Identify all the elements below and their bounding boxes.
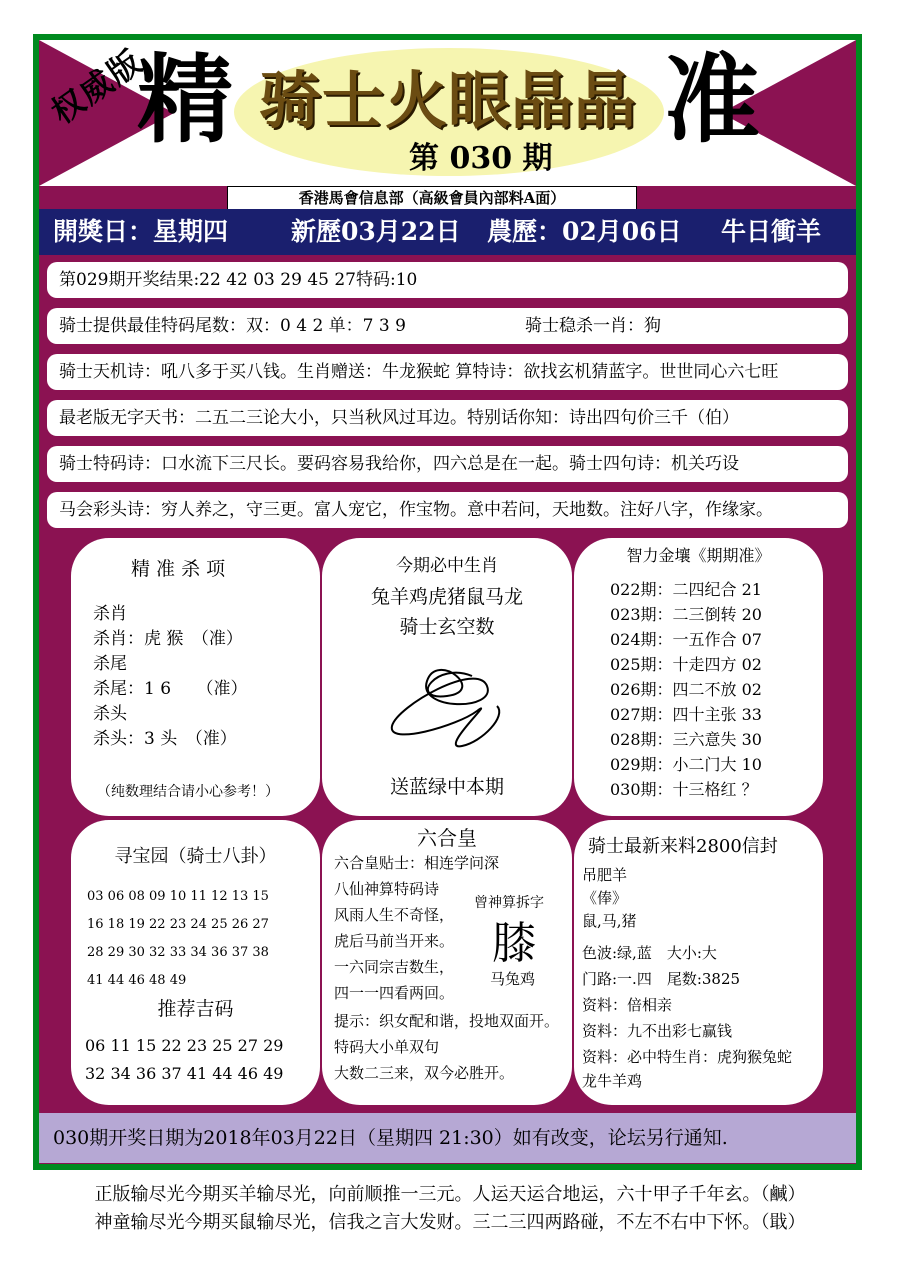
info-row: [47, 492, 848, 528]
latest-line: 鼠,马,猪: [582, 912, 637, 930]
poem-line: 风雨人生不奇怪，: [334, 906, 455, 924]
left-big-char: 精: [137, 43, 233, 156]
signature-scribble: [377, 656, 517, 756]
kill-line: 杀肖: [93, 604, 127, 624]
bottom-poem-line: 正版输尽光今期买羊输尽光，向前顺推一三元。人运天运合地运，六十甲子千年玄。（鹹）: [94, 1184, 806, 1205]
authority-badge: 权威版: [44, 41, 150, 132]
date-band: [39, 209, 856, 255]
subtitle-bar: 香港馬會信息部（高級會員內部料A面）: [227, 186, 637, 210]
latest-line: 色波:绿,蓝 大小:大: [582, 944, 717, 962]
kill-line: 杀头: [93, 704, 127, 724]
row-text: 骑士提供最佳特码尾数：双：0 4 2 单：7 3 9: [59, 316, 406, 336]
must-box: [322, 538, 572, 816]
poem-line: 四一一四看两回。: [334, 984, 455, 1002]
kill-line: 杀头：3 头 （准）: [93, 729, 237, 749]
recommend-numbers: 32 34 36 37 41 44 46 49: [85, 1064, 284, 1083]
treasure-numbers: 41 44 46 48 49: [87, 973, 187, 988]
kill-title: 精 准 杀 项: [131, 558, 226, 580]
liuhe-title: 六合皇: [417, 826, 477, 850]
info-row: [47, 400, 848, 436]
poem-line: 一六同宗吉数生，: [334, 958, 455, 976]
latest-title: 骑士最新来料2800信封: [588, 836, 778, 857]
info-row: [47, 446, 848, 482]
row-text: 马会彩头诗：穷人养之，守三更。富人宠它，作宝物。意中若问，天地数。注好八字，作缘家。: [59, 500, 773, 520]
must-title: 今期必中生肖: [396, 556, 498, 576]
day-clash: 牛日衝羊: [721, 217, 822, 246]
recommend-title: 推荐吉码: [157, 998, 234, 1020]
wisdom-box: [574, 538, 823, 816]
wisdom-item: 029期：小二门大 10: [610, 755, 762, 774]
poster-frame: [33, 34, 862, 1170]
solar-date: 新歷03月22日: [291, 217, 461, 246]
lunar-date: 農歷：02月06日: [487, 217, 682, 246]
info-row: [47, 262, 848, 298]
latest-line: 资料：九不出彩七赢钱: [582, 1022, 733, 1040]
latest-line: 吊肥羊: [582, 866, 628, 884]
poster-panel: [39, 40, 856, 1164]
latest-line: 《俸》: [582, 889, 628, 907]
latest-line: 龙牛羊鸡: [582, 1072, 643, 1090]
draw-day: 開獎日：星期四: [53, 217, 229, 246]
liuhe-tip: 六合皇贴士：相连学问深: [334, 854, 500, 872]
treasure-numbers: 03 06 08 09 10 11 12 13 15: [87, 889, 269, 904]
wisdom-item: 026期：四二不放 02: [610, 680, 762, 699]
wisdom-item: 030期：十三格红 ？: [610, 780, 758, 799]
bottom-poem-line: 神童输尽光今期买鼠输尽光，信我之言大发财。三二三四两路碰，不左不右中下怀。（戢）: [94, 1212, 806, 1233]
wisdom-item: 023期：二三倒转 20: [610, 605, 762, 624]
must-caption: 骑士玄空数: [399, 616, 495, 638]
wisdom-item: 027期：四十主张 33: [610, 705, 762, 724]
row-text: 第029期开奖结果:22 42 03 29 45 27特码:10: [59, 270, 418, 290]
latest-line: 资料：倍相亲: [582, 996, 673, 1014]
char-result: 马兔鸡: [490, 970, 536, 988]
wisdom-title: 智力金壤《期期准》: [626, 546, 771, 565]
latest-line: 门路:一.四 尾数:3825: [582, 970, 741, 988]
kill-box: [71, 538, 320, 816]
wisdom-item: 025期：十走四方 02: [610, 655, 762, 674]
must-bottom: 送蓝绿中本期: [389, 776, 504, 798]
header: [39, 40, 856, 186]
wisdom-item: 022期：二四纪合 21: [610, 580, 762, 599]
wisdom-item: 028期：三六意失 30: [610, 730, 762, 749]
info-row: [47, 308, 848, 344]
kill-note: （纯数理结合请小心参考！）: [97, 784, 279, 800]
main-title: 骑士火眼晶晶: [259, 64, 638, 137]
liuhe-extra: 大数二三来，双今必胜开。: [334, 1064, 515, 1082]
kill-line: 杀肖：虎 猴 （准）: [93, 629, 243, 649]
treasure-box: [71, 820, 320, 1105]
treasure-numbers: 28 29 30 32 33 34 36 37 38: [87, 945, 269, 960]
latest-line: 资料：必中特生肖：虎狗猴兔蛇: [582, 1048, 793, 1066]
liuhe-hint: 提示：织女配和谐，投地双面开。: [334, 1012, 560, 1030]
liuhe-extra: 特码大小单双句: [334, 1038, 440, 1056]
issue-number: 第 030 期: [409, 141, 553, 176]
info-row: [47, 354, 848, 390]
must-zodiacs: 兔羊鸡虎猪鼠马龙: [370, 586, 523, 608]
right-big-char: 准: [664, 43, 760, 156]
char-label: 曾神算拆字: [474, 895, 544, 911]
latest-box: [574, 820, 823, 1105]
liuhe-box: [322, 820, 572, 1105]
row-text: 最老版无字天书：二五二三论大小，只当秋风过耳边。特别话你知：诗出四句价三千（伯）: [59, 408, 739, 428]
recommend-numbers: 06 11 15 22 23 25 27 29: [85, 1036, 284, 1055]
row-text: 骑士特码诗：口水流下三尺长。要码容易我给你，四六总是在一起。骑士四句诗：机关巧设: [59, 454, 739, 474]
wisdom-item: 024期：一五作合 07: [610, 630, 762, 649]
footer-notice: 030期开奖日期为2018年03月22日（星期四 21:30）如有改变，论坛另行通知.: [39, 1113, 856, 1163]
poem-line: 虎后马前当开来。: [334, 932, 455, 950]
kill-line: 杀尾：1 6 （准）: [93, 679, 248, 699]
kill-line: 杀尾: [93, 654, 127, 674]
big-char: 膝: [492, 918, 536, 969]
row-right-text: 骑士稳杀一肖：狗: [525, 316, 661, 336]
treasure-title: 寻宝园（骑士八卦）: [114, 846, 277, 867]
poem-title: 八仙神算特码诗: [334, 880, 440, 898]
row-text: 骑士天机诗：吼八多于买八钱。生肖赠送：牛龙猴蛇 算特诗：欲找玄机猜蓝字。世世同心六七旺: [59, 362, 779, 382]
treasure-numbers: 16 18 19 22 23 24 25 26 27: [87, 917, 269, 932]
